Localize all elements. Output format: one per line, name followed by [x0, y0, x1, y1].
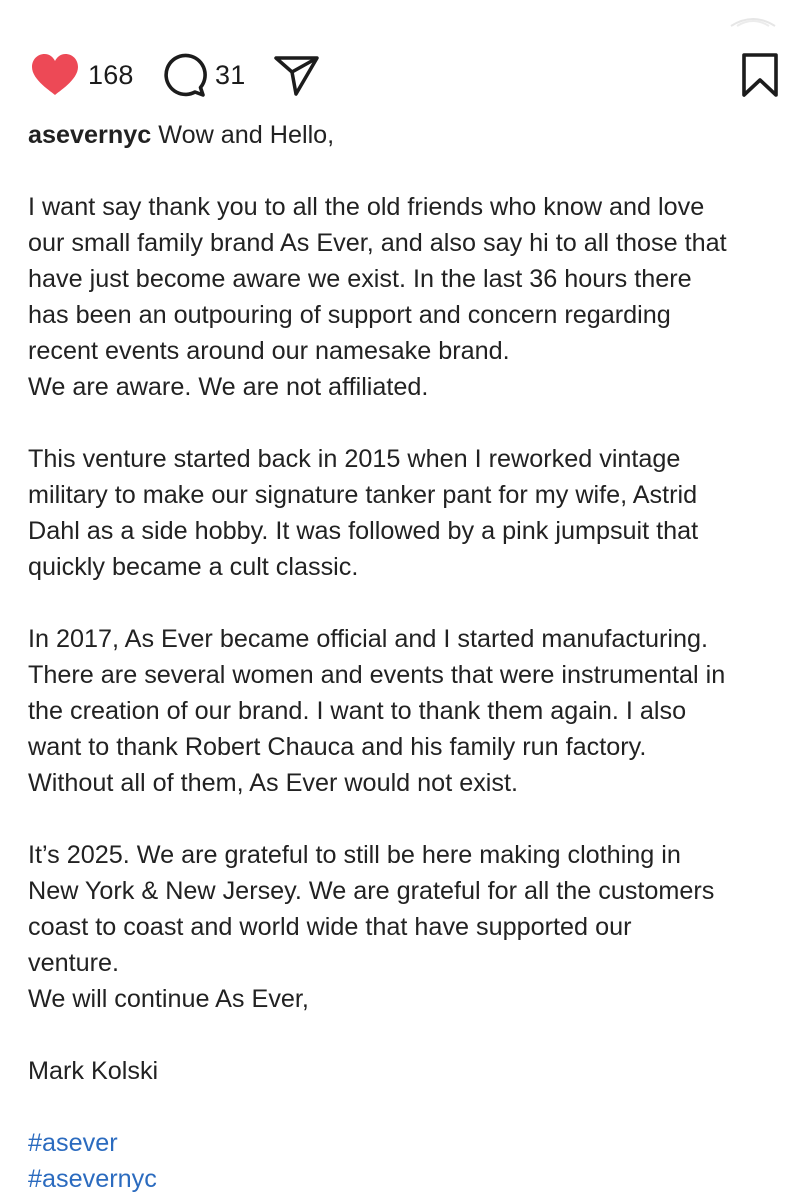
like-button[interactable]	[30, 50, 134, 100]
paragraph-1	[28, 189, 793, 405]
like-count: 168	[88, 59, 134, 90]
paragraph-4	[28, 837, 793, 1017]
caption-line: I want say thank you to all the old friends who know and love	[28, 193, 705, 221]
hashtags	[28, 1125, 793, 1197]
caption-line: coast to coast and world wide that have supported our	[28, 913, 632, 941]
signature	[28, 1053, 793, 1089]
caption-line: It’s 2025. We are grateful to still be here making clothing in	[28, 841, 681, 869]
caption-line: We are aware. We are not affiliated.	[28, 373, 429, 401]
caption-line: has been an outpouring of support and concern regarding	[28, 301, 671, 329]
caption-line: have just become aware we exist. In the last 36 hours there	[28, 265, 692, 293]
top-edge-swoosh-icon	[729, 14, 777, 28]
caption-line: quickly became a cult classic.	[28, 553, 359, 581]
caption-line: venture.	[28, 949, 120, 977]
caption-line: want to thank Robert Chauca and his family run factory.	[28, 733, 647, 761]
caption-header	[28, 117, 793, 153]
caption-line: our small family brand As Ever, and also say hi to all those that	[28, 229, 727, 257]
comment-count: 31	[215, 59, 246, 90]
post-caption	[28, 117, 793, 1197]
caption-line: recent events around our namesake brand.	[28, 337, 510, 365]
paragraph-3	[28, 621, 793, 801]
caption-first-line: Wow and Hello,	[158, 121, 335, 149]
hashtag-link[interactable]: #asever	[28, 1129, 118, 1157]
share-button[interactable]	[272, 50, 320, 100]
username-link[interactable]: asevernyc	[28, 121, 152, 149]
save-button[interactable]	[740, 50, 780, 100]
caption-line: This venture started back in 2015 when I reworked vintage	[28, 445, 681, 473]
signature-name: Mark Kolski	[28, 1057, 159, 1085]
post-action-bar	[28, 50, 780, 100]
comment-button[interactable]	[161, 50, 245, 100]
comment-bubble-icon	[161, 52, 207, 98]
caption-line: We will continue As Ever,	[28, 985, 309, 1013]
heart-icon	[30, 53, 80, 97]
caption-line: Dahl as a side hobby. It was followed by a pink jumpsuit that	[28, 517, 699, 545]
caption-line: the creation of our brand. I want to thank them again. I also	[28, 697, 687, 725]
caption-line: military to make our signature tanker pant for my wife, Astrid	[28, 481, 698, 509]
caption-line: There are several women and events that were instrumental in	[28, 661, 726, 689]
hashtag-link[interactable]: #asevernyc	[28, 1165, 157, 1193]
caption-line: Without all of them, As Ever would not exist.	[28, 769, 518, 797]
bookmark-icon	[740, 52, 780, 98]
caption-line: In 2017, As Ever became official and I started manufacturing.	[28, 625, 708, 653]
caption-line: New York & New Jersey. We are grateful for all the customers	[28, 877, 715, 905]
paragraph-2	[28, 441, 793, 585]
paper-plane-icon	[272, 53, 320, 97]
